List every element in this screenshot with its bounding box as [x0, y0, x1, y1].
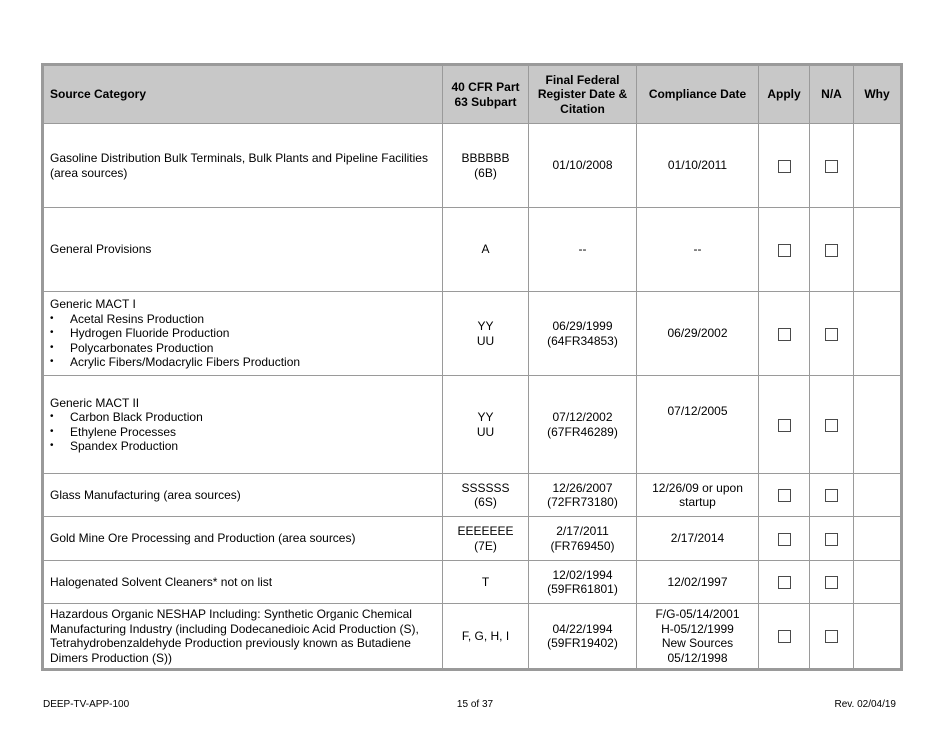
- subpart-line: T: [481, 574, 490, 589]
- na-cell: [810, 561, 854, 604]
- register-cell: [529, 376, 637, 474]
- why-cell[interactable]: [854, 561, 901, 604]
- register-line: (59FR19402): [547, 636, 618, 650]
- subpart-cell: [443, 208, 529, 292]
- source-cell: Halogenated Solvent Cleaners* not on list: [44, 561, 443, 604]
- subpart-line: (6S): [474, 495, 497, 509]
- why-cell[interactable]: [854, 208, 901, 292]
- compliance-cell: [637, 376, 759, 474]
- source-bullet-list: [50, 312, 436, 370]
- table-row: [44, 124, 901, 208]
- source-bullet: • Spandex Production: [70, 439, 436, 454]
- why-cell[interactable]: [854, 474, 901, 517]
- subpart-line: UU: [476, 424, 495, 439]
- subpart-line: A: [481, 242, 490, 257]
- footer-page-number: 15 of 37: [456, 699, 494, 710]
- source-category-table: [43, 65, 901, 669]
- register-cell: [529, 561, 637, 604]
- register-cell: [529, 517, 637, 561]
- apply-checkbox[interactable]: [778, 160, 791, 173]
- subpart-cell: [443, 292, 529, 376]
- source-cell: Glass Manufacturing (area sources): [44, 474, 443, 517]
- compliance-line: 12/26/09 or upon: [652, 480, 743, 495]
- apply-cell: [759, 124, 810, 208]
- na-cell: [810, 376, 854, 474]
- source-cell: [44, 292, 443, 376]
- compliance-line: New Sources: [661, 636, 734, 650]
- subpart-line: (6B): [474, 165, 497, 180]
- apply-checkbox[interactable]: [778, 419, 791, 432]
- register-line: 2/17/2011: [556, 524, 609, 538]
- register-line: 06/29/1999: [552, 319, 613, 333]
- compliance-line: 01/10/2011: [667, 158, 728, 173]
- register-line: 12/02/1994: [552, 567, 613, 582]
- na-checkbox[interactable]: [825, 419, 838, 432]
- table-row: [44, 604, 901, 669]
- apply-cell: [759, 376, 810, 474]
- register-line: 12/26/2007: [552, 480, 613, 495]
- header-compliance: Compliance Date: [637, 66, 759, 124]
- apply-cell: [759, 292, 810, 376]
- subpart-line: BBBBBB: [461, 151, 510, 165]
- compliance-cell: [637, 292, 759, 376]
- apply-checkbox[interactable]: [778, 630, 791, 643]
- why-cell[interactable]: [854, 604, 901, 669]
- compliance-cell: [637, 208, 759, 292]
- table-row: [44, 208, 901, 292]
- why-cell[interactable]: [854, 124, 901, 208]
- na-checkbox[interactable]: [825, 160, 838, 173]
- source-bullet: • Carbon Black Production: [70, 410, 436, 425]
- source-bullet: • Acrylic Fibers/Modacrylic Fibers Production: [70, 355, 436, 370]
- na-cell: [810, 292, 854, 376]
- apply-cell: [759, 517, 810, 561]
- compliance-cell: [637, 517, 759, 561]
- register-line: 04/22/1994: [552, 621, 613, 636]
- register-line: --: [578, 242, 587, 257]
- table-row: [44, 517, 901, 561]
- subpart-cell: [443, 604, 529, 669]
- apply-cell: [759, 561, 810, 604]
- register-cell: [529, 474, 637, 517]
- na-cell: [810, 517, 854, 561]
- why-cell[interactable]: [854, 517, 901, 561]
- apply-cell: [759, 604, 810, 669]
- subpart-line: YY: [477, 410, 494, 424]
- compliance-cell: [637, 474, 759, 517]
- compliance-cell: [637, 604, 759, 669]
- subpart-line: EEEEEEE: [457, 524, 514, 538]
- header-register: Final Federal Register Date & Citation: [529, 66, 637, 124]
- register-line: (64FR34853): [547, 333, 618, 348]
- why-cell[interactable]: [854, 292, 901, 376]
- compliance-line: 06/29/2002: [667, 326, 728, 341]
- na-checkbox[interactable]: [825, 630, 838, 643]
- source-bullet: • Polycarbonates Production: [70, 341, 436, 356]
- source-bullet: • Ethylene Processes: [70, 425, 436, 440]
- compliance-line: 05/12/1998: [667, 650, 728, 665]
- header-apply: Apply: [759, 66, 810, 124]
- na-checkbox[interactable]: [825, 328, 838, 341]
- source-heading: Generic MACT I: [50, 297, 136, 312]
- na-cell: [810, 208, 854, 292]
- why-cell[interactable]: [854, 376, 901, 474]
- na-checkbox[interactable]: [825, 244, 838, 257]
- register-cell: [529, 208, 637, 292]
- source-cell: General Provisions: [44, 208, 443, 292]
- register-line: (FR769450): [550, 538, 615, 553]
- source-cell: Hazardous Organic NESHAP Including: Synthetic Organic Chemical Manufacturing Industry (including Dodecanedioic Acid Production (S), Tetrahydrobenzaldehyde Production previously known as Butadiene Dimers Production (S)): [44, 604, 443, 669]
- subpart-line: F, G, H, I: [461, 628, 510, 643]
- subpart-cell: [443, 376, 529, 474]
- footer-form-id: DEEP-TV-APP-100: [43, 699, 130, 710]
- subpart-cell: [443, 124, 529, 208]
- apply-checkbox[interactable]: [778, 533, 791, 546]
- source-bullet: • Hydrogen Fluoride Production: [70, 326, 436, 341]
- apply-checkbox[interactable]: [778, 576, 791, 589]
- subpart-line: SSSSSS: [461, 480, 510, 495]
- table-row: [44, 561, 901, 604]
- compliance-line: 2/17/2014: [670, 531, 725, 546]
- compliance-line: 12/02/1997: [667, 574, 728, 589]
- register-line: (67FR46289): [547, 424, 618, 439]
- na-checkbox[interactable]: [825, 533, 838, 546]
- subpart-line: YY: [477, 319, 494, 333]
- source-bullet-list: [50, 410, 436, 454]
- header-na: N/A: [810, 66, 854, 124]
- source-cell: Gold Mine Ore Processing and Production (area sources): [44, 517, 443, 561]
- na-checkbox[interactable]: [825, 576, 838, 589]
- compliance-cell: [637, 124, 759, 208]
- subpart-line: UU: [476, 333, 495, 348]
- subpart-line: (7E): [474, 538, 497, 553]
- compliance-line: --: [693, 242, 702, 257]
- compliance-line: F/G-05/14/2001: [655, 607, 740, 621]
- na-cell: [810, 124, 854, 208]
- register-cell: [529, 292, 637, 376]
- register-line: 01/10/2008: [552, 158, 613, 173]
- compliance-line: 07/12/2005: [667, 404, 728, 418]
- table-row: [44, 376, 901, 474]
- compliance-cell: [637, 561, 759, 604]
- header-subpart: 40 CFR Part 63 Subpart: [443, 66, 529, 124]
- source-cell: Gasoline Distribution Bulk Terminals, Bulk Plants and Pipeline Facilities (area sources): [44, 124, 443, 208]
- na-checkbox[interactable]: [825, 489, 838, 502]
- register-line: 07/12/2002: [552, 410, 613, 424]
- table-row: [44, 292, 901, 376]
- table-row: [44, 474, 901, 517]
- apply-checkbox[interactable]: [778, 489, 791, 502]
- source-bullet: • Acetal Resins Production: [70, 312, 436, 327]
- header-why: Why: [854, 66, 901, 124]
- register-line: (59FR61801): [547, 582, 618, 596]
- source-heading: Generic MACT II: [50, 395, 140, 410]
- apply-checkbox[interactable]: [778, 328, 791, 341]
- register-cell: [529, 124, 637, 208]
- apply-cell: [759, 208, 810, 292]
- compliance-line: H-05/12/1999: [661, 621, 734, 636]
- header-source-category: Source Category: [44, 66, 443, 124]
- subpart-cell: [443, 474, 529, 517]
- source-cell: [44, 376, 443, 474]
- footer-revision: Rev. 02/04/19: [834, 699, 896, 710]
- subpart-cell: [443, 517, 529, 561]
- na-cell: [810, 474, 854, 517]
- subpart-cell: [443, 561, 529, 604]
- header-row: [44, 66, 901, 124]
- compliance-line: startup: [679, 495, 716, 509]
- register-line: (72FR73180): [547, 495, 618, 509]
- na-cell: [810, 604, 854, 669]
- apply-cell: [759, 474, 810, 517]
- apply-checkbox[interactable]: [778, 244, 791, 257]
- register-cell: [529, 604, 637, 669]
